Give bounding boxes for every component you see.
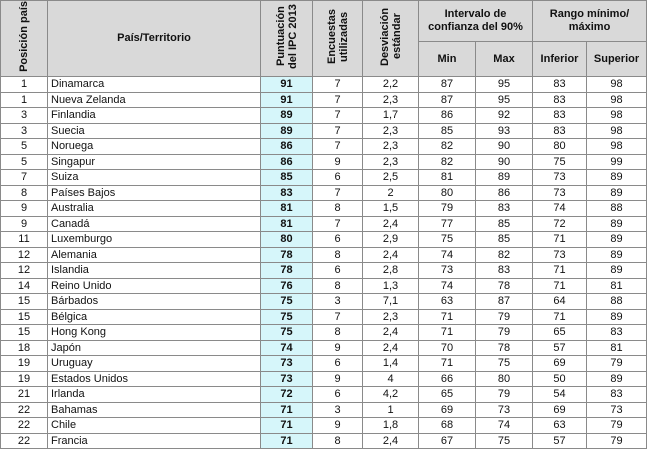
table-row bbox=[1, 340, 647, 356]
cell-range-high: 88 bbox=[587, 201, 647, 217]
cell-range-high: 98 bbox=[587, 92, 647, 108]
cell-std-dev: 2,9 bbox=[363, 232, 419, 248]
cell-surveys: 7 bbox=[313, 77, 363, 93]
table-row bbox=[1, 278, 647, 294]
cell-country: Países Bajos bbox=[48, 185, 261, 201]
cell-score: 78 bbox=[261, 263, 313, 279]
cell-rank: 22 bbox=[1, 433, 48, 449]
cell-range-high: 98 bbox=[587, 77, 647, 93]
cell-ci-min: 69 bbox=[419, 402, 476, 418]
cell-surveys: 7 bbox=[313, 108, 363, 124]
cell-std-dev: 1,8 bbox=[363, 418, 419, 434]
cell-score: 71 bbox=[261, 402, 313, 418]
cell-score: 72 bbox=[261, 387, 313, 403]
cell-range-low: 71 bbox=[533, 309, 587, 325]
header-range-low: Inferior bbox=[533, 42, 587, 77]
cell-ci-max: 92 bbox=[476, 108, 533, 124]
cell-ci-min: 74 bbox=[419, 247, 476, 263]
cell-surveys: 8 bbox=[313, 325, 363, 341]
cell-score: 85 bbox=[261, 170, 313, 186]
table-row bbox=[1, 371, 647, 387]
table-row bbox=[1, 154, 647, 170]
cell-score: 89 bbox=[261, 123, 313, 139]
cell-ci-min: 77 bbox=[419, 216, 476, 232]
cell-surveys: 6 bbox=[313, 232, 363, 248]
cell-country: Uruguay bbox=[48, 356, 261, 372]
cell-range-low: 73 bbox=[533, 185, 587, 201]
table-row bbox=[1, 325, 647, 341]
cell-surveys: 7 bbox=[313, 139, 363, 155]
table-row bbox=[1, 309, 647, 325]
cell-rank: 19 bbox=[1, 356, 48, 372]
cell-surveys: 8 bbox=[313, 278, 363, 294]
cell-ci-max: 85 bbox=[476, 232, 533, 248]
table-row bbox=[1, 201, 647, 217]
cell-country: Bahamas bbox=[48, 402, 261, 418]
table-row bbox=[1, 294, 647, 310]
cell-std-dev: 2,8 bbox=[363, 263, 419, 279]
cell-std-dev: 2,5 bbox=[363, 170, 419, 186]
cell-range-high: 89 bbox=[587, 216, 647, 232]
header-confidence: Intervalo de confianza del 90% bbox=[419, 1, 533, 42]
header-country: País/Territorio bbox=[48, 1, 261, 77]
cell-ci-max: 82 bbox=[476, 247, 533, 263]
cell-range-high: 98 bbox=[587, 123, 647, 139]
cell-range-high: 73 bbox=[587, 402, 647, 418]
cell-range-low: 64 bbox=[533, 294, 587, 310]
cell-ci-max: 86 bbox=[476, 185, 533, 201]
table-row bbox=[1, 77, 647, 93]
cell-ci-min: 87 bbox=[419, 92, 476, 108]
cell-std-dev: 2,3 bbox=[363, 123, 419, 139]
cell-rank: 21 bbox=[1, 387, 48, 403]
cell-ci-min: 66 bbox=[419, 371, 476, 387]
cell-surveys: 8 bbox=[313, 433, 363, 449]
cell-range-low: 83 bbox=[533, 92, 587, 108]
cell-ci-max: 87 bbox=[476, 294, 533, 310]
cell-surveys: 7 bbox=[313, 185, 363, 201]
cell-ci-max: 79 bbox=[476, 325, 533, 341]
cell-rank: 8 bbox=[1, 185, 48, 201]
cell-std-dev: 1,5 bbox=[363, 201, 419, 217]
table-row bbox=[1, 123, 647, 139]
table-row bbox=[1, 170, 647, 186]
cell-std-dev: 4 bbox=[363, 371, 419, 387]
cell-range-low: 54 bbox=[533, 387, 587, 403]
cell-country: Canadá bbox=[48, 216, 261, 232]
cell-score: 78 bbox=[261, 247, 313, 263]
cell-std-dev: 1 bbox=[363, 402, 419, 418]
cell-range-high: 98 bbox=[587, 108, 647, 124]
cell-range-low: 57 bbox=[533, 340, 587, 356]
cell-std-dev: 1,7 bbox=[363, 108, 419, 124]
cell-ci-max: 85 bbox=[476, 216, 533, 232]
cell-ci-max: 95 bbox=[476, 77, 533, 93]
table-body bbox=[1, 77, 647, 449]
header-row-group bbox=[1, 1, 647, 42]
cell-std-dev: 2 bbox=[363, 185, 419, 201]
cell-std-dev: 1,3 bbox=[363, 278, 419, 294]
cell-surveys: 9 bbox=[313, 371, 363, 387]
table-row bbox=[1, 418, 647, 434]
cell-country: Islandia bbox=[48, 263, 261, 279]
cell-score: 74 bbox=[261, 340, 313, 356]
cell-rank: 3 bbox=[1, 123, 48, 139]
cell-range-high: 88 bbox=[587, 294, 647, 310]
cell-country: Hong Kong bbox=[48, 325, 261, 341]
cell-country: Reino Unido bbox=[48, 278, 261, 294]
cell-ci-min: 82 bbox=[419, 139, 476, 155]
cell-rank: 1 bbox=[1, 77, 48, 93]
cell-range-low: 83 bbox=[533, 77, 587, 93]
cell-ci-min: 71 bbox=[419, 325, 476, 341]
cell-surveys: 6 bbox=[313, 170, 363, 186]
cell-score: 91 bbox=[261, 92, 313, 108]
cell-ci-max: 75 bbox=[476, 356, 533, 372]
cell-score: 83 bbox=[261, 185, 313, 201]
cell-std-dev: 2,4 bbox=[363, 340, 419, 356]
cell-score: 76 bbox=[261, 278, 313, 294]
cell-country: Australia bbox=[48, 201, 261, 217]
cell-range-low: 50 bbox=[533, 371, 587, 387]
cell-surveys: 7 bbox=[313, 92, 363, 108]
cell-range-high: 81 bbox=[587, 340, 647, 356]
cell-range-low: 80 bbox=[533, 139, 587, 155]
cell-range-high: 81 bbox=[587, 278, 647, 294]
cell-range-low: 57 bbox=[533, 433, 587, 449]
cell-range-low: 83 bbox=[533, 123, 587, 139]
cell-surveys: 6 bbox=[313, 263, 363, 279]
cell-range-low: 72 bbox=[533, 216, 587, 232]
cell-rank: 5 bbox=[1, 154, 48, 170]
cell-rank: 9 bbox=[1, 201, 48, 217]
cell-range-high: 99 bbox=[587, 154, 647, 170]
cell-std-dev: 4,2 bbox=[363, 387, 419, 403]
cell-ci-min: 63 bbox=[419, 294, 476, 310]
cell-range-high: 89 bbox=[587, 232, 647, 248]
cell-range-high: 83 bbox=[587, 325, 647, 341]
cell-country: Noruega bbox=[48, 139, 261, 155]
cell-rank: 19 bbox=[1, 371, 48, 387]
cell-ci-min: 74 bbox=[419, 278, 476, 294]
table-row bbox=[1, 387, 647, 403]
cell-range-low: 71 bbox=[533, 263, 587, 279]
cell-range-high: 89 bbox=[587, 247, 647, 263]
cell-score: 80 bbox=[261, 232, 313, 248]
cell-score: 71 bbox=[261, 418, 313, 434]
cell-country: Luxemburgo bbox=[48, 232, 261, 248]
cell-country: Alemania bbox=[48, 247, 261, 263]
cell-std-dev: 2,4 bbox=[363, 325, 419, 341]
cell-rank: 12 bbox=[1, 247, 48, 263]
cell-range-low: 73 bbox=[533, 247, 587, 263]
cell-rank: 18 bbox=[1, 340, 48, 356]
header-std-dev: Desviación estándar bbox=[363, 1, 419, 77]
cell-ci-max: 75 bbox=[476, 433, 533, 449]
cell-country: Estados Unidos bbox=[48, 371, 261, 387]
cell-ci-max: 89 bbox=[476, 170, 533, 186]
cell-ci-min: 65 bbox=[419, 387, 476, 403]
header-score: Puntuación del IPC 2013 bbox=[261, 1, 313, 77]
table-row bbox=[1, 247, 647, 263]
table-row bbox=[1, 263, 647, 279]
cell-ci-max: 74 bbox=[476, 418, 533, 434]
cell-range-high: 89 bbox=[587, 371, 647, 387]
cell-std-dev: 2,2 bbox=[363, 77, 419, 93]
cell-range-low: 65 bbox=[533, 325, 587, 341]
cell-surveys: 6 bbox=[313, 356, 363, 372]
cell-ci-min: 68 bbox=[419, 418, 476, 434]
cell-range-high: 89 bbox=[587, 185, 647, 201]
cell-ci-max: 90 bbox=[476, 139, 533, 155]
cell-ci-min: 75 bbox=[419, 232, 476, 248]
cell-range-low: 83 bbox=[533, 108, 587, 124]
cell-rank: 14 bbox=[1, 278, 48, 294]
cell-rank: 5 bbox=[1, 139, 48, 155]
cell-ci-max: 79 bbox=[476, 387, 533, 403]
cell-std-dev: 2,4 bbox=[363, 216, 419, 232]
cell-score: 73 bbox=[261, 371, 313, 387]
cell-surveys: 7 bbox=[313, 216, 363, 232]
cell-ci-min: 81 bbox=[419, 170, 476, 186]
cell-rank: 15 bbox=[1, 294, 48, 310]
cell-std-dev: 2,4 bbox=[363, 247, 419, 263]
table-row bbox=[1, 185, 647, 201]
cell-range-high: 89 bbox=[587, 170, 647, 186]
cell-range-low: 63 bbox=[533, 418, 587, 434]
cell-range-low: 69 bbox=[533, 356, 587, 372]
cell-rank: 1 bbox=[1, 92, 48, 108]
cell-score: 91 bbox=[261, 77, 313, 93]
cell-range-low: 71 bbox=[533, 232, 587, 248]
cell-country: Finlandia bbox=[48, 108, 261, 124]
cell-ci-min: 71 bbox=[419, 309, 476, 325]
cell-score: 81 bbox=[261, 201, 313, 217]
cell-range-low: 69 bbox=[533, 402, 587, 418]
cell-range-high: 89 bbox=[587, 309, 647, 325]
cell-ci-min: 73 bbox=[419, 263, 476, 279]
cell-ci-min: 80 bbox=[419, 185, 476, 201]
cell-ci-max: 95 bbox=[476, 92, 533, 108]
cell-rank: 9 bbox=[1, 216, 48, 232]
table-row bbox=[1, 139, 647, 155]
cell-surveys: 8 bbox=[313, 201, 363, 217]
cell-score: 75 bbox=[261, 325, 313, 341]
cell-range-low: 73 bbox=[533, 170, 587, 186]
header-range-high: Superior bbox=[587, 42, 647, 77]
cell-ci-min: 82 bbox=[419, 154, 476, 170]
cell-country: Singapur bbox=[48, 154, 261, 170]
cell-rank: 15 bbox=[1, 309, 48, 325]
cell-rank: 11 bbox=[1, 232, 48, 248]
cell-std-dev: 1,4 bbox=[363, 356, 419, 372]
cell-surveys: 3 bbox=[313, 294, 363, 310]
cell-score: 73 bbox=[261, 356, 313, 372]
cell-score: 75 bbox=[261, 294, 313, 310]
cell-country: Irlanda bbox=[48, 387, 261, 403]
cell-surveys: 6 bbox=[313, 387, 363, 403]
cell-ci-max: 93 bbox=[476, 123, 533, 139]
cell-score: 86 bbox=[261, 139, 313, 155]
table-row bbox=[1, 433, 647, 449]
cell-std-dev: 2,3 bbox=[363, 309, 419, 325]
header-ci-min: Min bbox=[419, 42, 476, 77]
cell-surveys: 8 bbox=[313, 247, 363, 263]
cell-surveys: 9 bbox=[313, 340, 363, 356]
cell-country: Chile bbox=[48, 418, 261, 434]
cell-range-high: 79 bbox=[587, 418, 647, 434]
cell-country: Suiza bbox=[48, 170, 261, 186]
cell-ci-max: 80 bbox=[476, 371, 533, 387]
cell-range-low: 75 bbox=[533, 154, 587, 170]
cell-rank: 7 bbox=[1, 170, 48, 186]
header-ci-max: Max bbox=[476, 42, 533, 77]
cell-range-high: 79 bbox=[587, 356, 647, 372]
cell-rank: 3 bbox=[1, 108, 48, 124]
cell-ci-max: 78 bbox=[476, 278, 533, 294]
cell-surveys: 3 bbox=[313, 402, 363, 418]
header-surveys: Encuestas utilizadas bbox=[313, 1, 363, 77]
cell-surveys: 7 bbox=[313, 123, 363, 139]
table-row bbox=[1, 232, 647, 248]
cell-std-dev: 2,3 bbox=[363, 139, 419, 155]
cell-ci-min: 86 bbox=[419, 108, 476, 124]
table-row bbox=[1, 356, 647, 372]
cell-country: Bárbados bbox=[48, 294, 261, 310]
cell-ci-min: 79 bbox=[419, 201, 476, 217]
cell-std-dev: 2,4 bbox=[363, 433, 419, 449]
cell-surveys: 9 bbox=[313, 154, 363, 170]
cell-surveys: 9 bbox=[313, 418, 363, 434]
cell-score: 89 bbox=[261, 108, 313, 124]
cell-ci-max: 90 bbox=[476, 154, 533, 170]
cell-country: Suecia bbox=[48, 123, 261, 139]
cell-ci-min: 71 bbox=[419, 356, 476, 372]
cell-ci-min: 85 bbox=[419, 123, 476, 139]
cell-ci-max: 83 bbox=[476, 263, 533, 279]
cell-country: Bélgica bbox=[48, 309, 261, 325]
cell-country: Nueva Zelanda bbox=[48, 92, 261, 108]
cell-rank: 15 bbox=[1, 325, 48, 341]
cell-rank: 12 bbox=[1, 263, 48, 279]
cell-range-low: 71 bbox=[533, 278, 587, 294]
header-range: Rango mínimo/ máximo bbox=[533, 1, 647, 42]
cell-rank: 22 bbox=[1, 402, 48, 418]
cell-range-high: 83 bbox=[587, 387, 647, 403]
cell-ci-max: 79 bbox=[476, 309, 533, 325]
cell-ci-min: 67 bbox=[419, 433, 476, 449]
cell-country: Francia bbox=[48, 433, 261, 449]
cell-score: 86 bbox=[261, 154, 313, 170]
table-row bbox=[1, 108, 647, 124]
cell-std-dev: 7,1 bbox=[363, 294, 419, 310]
cell-rank: 22 bbox=[1, 418, 48, 434]
cell-range-high: 79 bbox=[587, 433, 647, 449]
cell-ci-min: 87 bbox=[419, 77, 476, 93]
cell-ci-max: 73 bbox=[476, 402, 533, 418]
cell-ci-max: 78 bbox=[476, 340, 533, 356]
cell-ci-max: 83 bbox=[476, 201, 533, 217]
table-row bbox=[1, 402, 647, 418]
cell-range-high: 98 bbox=[587, 139, 647, 155]
cell-score: 71 bbox=[261, 433, 313, 449]
cell-range-low: 74 bbox=[533, 201, 587, 217]
cell-country: Japón bbox=[48, 340, 261, 356]
header-position: Posición país bbox=[1, 1, 48, 77]
cell-range-high: 89 bbox=[587, 263, 647, 279]
cell-country: Dinamarca bbox=[48, 77, 261, 93]
cell-std-dev: 2,3 bbox=[363, 92, 419, 108]
cell-surveys: 7 bbox=[313, 309, 363, 325]
table-row bbox=[1, 216, 647, 232]
table-row bbox=[1, 92, 647, 108]
cell-std-dev: 2,3 bbox=[363, 154, 419, 170]
cell-score: 81 bbox=[261, 216, 313, 232]
cell-score: 75 bbox=[261, 309, 313, 325]
cell-ci-min: 70 bbox=[419, 340, 476, 356]
